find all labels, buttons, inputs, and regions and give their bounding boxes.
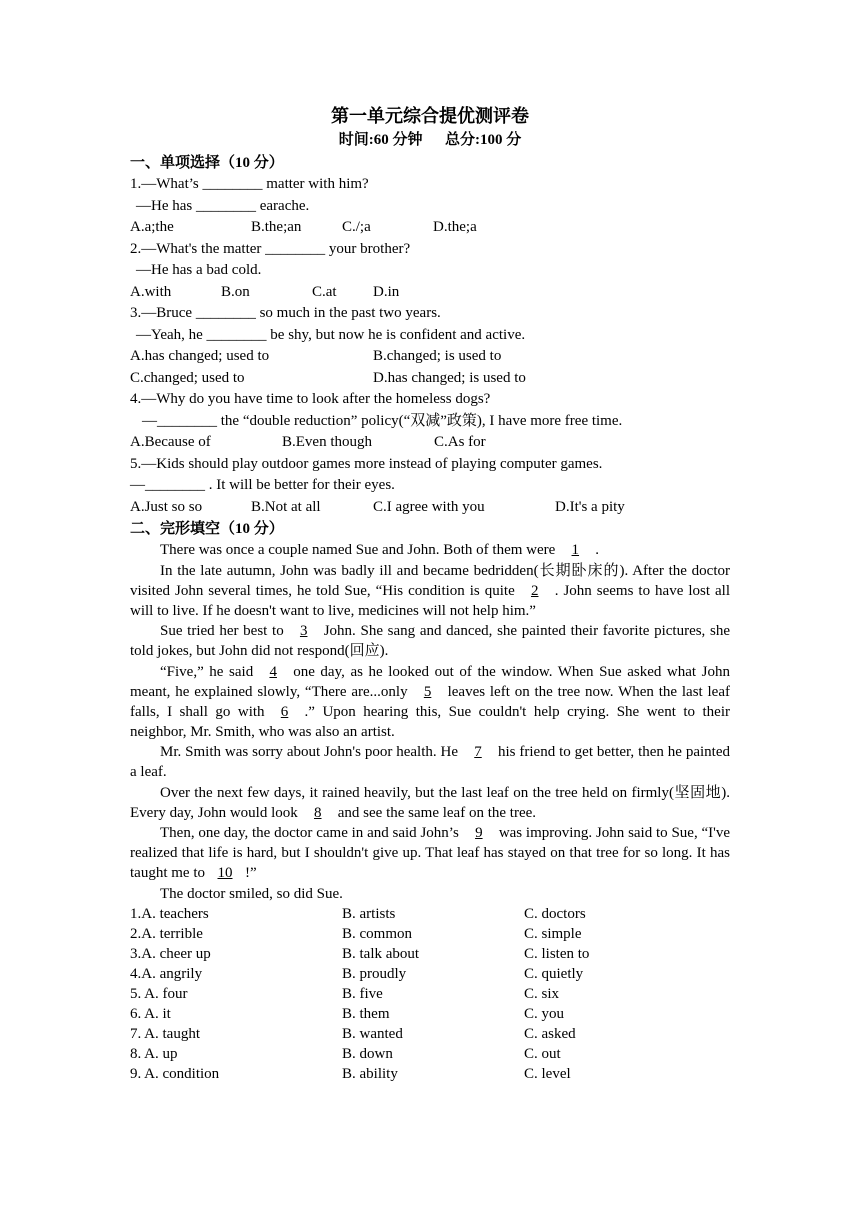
question-3	[130, 303, 730, 389]
cloze-paragraph	[130, 540, 730, 560]
question-line: 5.—Kids should play outdoor games more instead of playing computer games.	[130, 455, 603, 472]
question-line: —________ . It will be better for their eyes.	[130, 477, 395, 493]
text-run: John. She sang and danced, she painted their favorite pictures, she told jokes, but John did not respond(回应).	[130, 623, 730, 659]
option[interactable]: 1.A. teachers	[130, 906, 209, 922]
section-heading-single-choice: 一、单项选择（10 分）	[130, 155, 284, 171]
question-5	[130, 454, 730, 519]
answer-row	[130, 984, 730, 1004]
option[interactable]: B.changed; is used to	[373, 348, 502, 364]
question-line: 3.—Bruce ________ so much in the past two years.	[130, 305, 441, 321]
text-run: !”	[245, 865, 257, 881]
answer-row	[130, 944, 730, 964]
text-run: “Five,” he said	[160, 663, 254, 680]
cloze-paragraph	[130, 662, 730, 742]
answer-options	[130, 904, 730, 1084]
option[interactable]: C. listen to	[524, 946, 590, 962]
cloze-paragraph	[130, 742, 730, 782]
text-run: Then, one day, the doctor came in and said John’s	[160, 825, 459, 841]
exam-page	[130, 104, 730, 1084]
cloze-blank[interactable]: 6	[280, 703, 289, 720]
section-heading-cloze: 二、完形填空（10 分）	[130, 521, 284, 537]
option[interactable]: 9. A. condition	[130, 1066, 220, 1082]
question-line: —He has ________ earache.	[136, 197, 310, 214]
text-run: In the late autumn, John was badly ill and became bedridden(长期卧床的). After the doctor visited John several times, he told Sue, “His condition is quite	[130, 562, 730, 599]
option[interactable]: C. you	[524, 1006, 565, 1022]
question-4	[130, 389, 730, 454]
option[interactable]: C. quietly	[524, 966, 584, 982]
page-title: 第一单元综合提优测评卷	[331, 106, 529, 126]
answer-row	[130, 1064, 730, 1084]
option[interactable]: B. wanted	[342, 1026, 403, 1042]
option[interactable]: C./;a	[342, 219, 371, 235]
option-row	[130, 346, 730, 368]
option-row	[130, 432, 730, 454]
text-run: his friend to get better, then he painted a leaf.	[130, 744, 730, 780]
question-2	[130, 239, 730, 304]
question-line: 2.—What's the matter ________ your brother?	[130, 240, 411, 257]
option[interactable]: 5. A. four	[130, 986, 188, 1002]
cloze-blank[interactable]: 1	[571, 542, 580, 558]
option[interactable]: 6. A. it	[130, 1006, 171, 1022]
cloze-paragraph: The doctor smiled, so did Sue.	[160, 885, 343, 902]
cloze-blank[interactable]: 2	[530, 582, 539, 599]
question-1	[130, 174, 730, 239]
text-run: leaves left on the tree now. When the last leaf falls, I shall go with	[130, 683, 730, 720]
answer-row	[130, 904, 730, 924]
option[interactable]: B. ability	[342, 1066, 398, 1082]
cloze-blank[interactable]: 9	[475, 825, 483, 841]
option[interactable]: A.with	[130, 283, 172, 300]
option[interactable]: C. level	[524, 1066, 571, 1082]
option[interactable]: A.Because of	[130, 434, 211, 450]
cloze-blank[interactable]: 7	[474, 744, 482, 760]
option[interactable]: B. talk about	[342, 946, 420, 962]
option[interactable]: B. five	[342, 986, 383, 1002]
option[interactable]: C.I agree with you	[373, 498, 485, 515]
option-row	[130, 497, 730, 519]
question-line: —________ the “double reduction” policy(“双减”政策), I have more free time.	[142, 412, 623, 429]
option[interactable]: B. common	[342, 926, 412, 942]
text-run: There was once a couple named Sue and John. Both of them were	[160, 542, 556, 558]
option-row	[130, 282, 730, 304]
option[interactable]: C. simple	[524, 926, 582, 942]
option[interactable]: A.a;the	[130, 219, 174, 235]
option[interactable]: 2.A. terrible	[130, 926, 203, 942]
option[interactable]: B. artists	[342, 906, 396, 922]
option[interactable]: 3.A. cheer up	[130, 946, 211, 962]
text-run: Mr. Smith was sorry about John's poor health. He	[160, 744, 458, 760]
text-run: was improving. John said to Sue, “I've realized that life is hard, but I shouldn't give up. That leaf has stayed on that tree for so long. It has taught me to	[130, 825, 730, 881]
text-run: .” Upon hearing this, Sue couldn't help crying. She went to their neighbor, Mr. Smith, who was also an artist.	[130, 703, 730, 740]
cloze-paragraph	[130, 783, 730, 823]
text-run: one day, as he looked out of the window. When Sue asked what John meant, he explained slowly, “There are...only	[130, 663, 730, 700]
option[interactable]: C.changed; used to	[130, 369, 245, 386]
question-line: 4.—Why do you have time to look after the homeless dogs?	[130, 391, 491, 407]
option[interactable]: B.Even though	[282, 434, 372, 450]
option[interactable]: B.the;an	[251, 219, 302, 235]
question-line: —He has a bad cold.	[136, 262, 262, 278]
option[interactable]: B.on	[221, 283, 250, 300]
answer-row	[130, 964, 730, 984]
answer-row	[130, 924, 730, 944]
option[interactable]: B. proudly	[342, 966, 407, 982]
option[interactable]: D.in	[373, 283, 400, 300]
option[interactable]: D.It's a pity	[555, 498, 625, 515]
text-run: and see the same leaf on the tree.	[337, 804, 537, 821]
option[interactable]: A.Just so so	[130, 498, 203, 515]
text-run: . John seems to have lost all will to live. If he doesn't want to live, medicines will not help him.”	[130, 582, 730, 619]
option[interactable]: C. asked	[524, 1026, 576, 1042]
option-row	[130, 217, 730, 239]
text-run: .	[595, 542, 600, 558]
option[interactable]: D.the;a	[433, 219, 477, 235]
cloze-blank[interactable]: 8	[314, 804, 322, 821]
answer-row	[130, 1044, 730, 1064]
option[interactable]: B. them	[342, 1006, 390, 1022]
option[interactable]: B.Not at all	[251, 498, 321, 515]
answer-row	[130, 1004, 730, 1024]
option[interactable]: 4.A. angrily	[130, 966, 203, 982]
option[interactable]: C. out	[524, 1046, 561, 1062]
exam-info: 时间:60 分钟 总分:100 分	[338, 132, 522, 148]
cloze-blank[interactable]: 10	[217, 865, 233, 881]
option[interactable]: 7. A. taught	[130, 1026, 200, 1042]
text-run: Over the next few days, it rained heavily, but the last leaf on the tree held on firmly(坚固地). Every day, John would look	[130, 784, 730, 821]
option[interactable]: C.As for	[434, 434, 486, 450]
cloze-paragraph	[130, 823, 730, 883]
option[interactable]: C.at	[312, 283, 337, 300]
option-row	[130, 368, 730, 390]
text-run: Sue tried her best to	[160, 623, 284, 639]
option[interactable]: C. six	[524, 986, 560, 1002]
cloze-paragraph	[130, 621, 730, 661]
answer-row	[130, 1024, 730, 1044]
cloze-paragraph	[130, 561, 730, 621]
question-line: 1.—What’s ________ matter with him?	[130, 176, 369, 192]
option[interactable]: A.has changed; used to	[130, 348, 270, 364]
question-line: —Yeah, he ________ be shy, but now he is confident and active.	[136, 326, 526, 343]
cloze-blank[interactable]: 3	[299, 623, 308, 639]
option[interactable]: B. down	[342, 1046, 393, 1062]
option[interactable]: C. doctors	[524, 906, 586, 922]
cloze-blank[interactable]: 4	[269, 663, 277, 680]
option[interactable]: D.has changed; is used to	[373, 369, 526, 386]
option[interactable]: 8. A. up	[130, 1046, 178, 1062]
cloze-blank[interactable]: 5	[423, 683, 432, 700]
